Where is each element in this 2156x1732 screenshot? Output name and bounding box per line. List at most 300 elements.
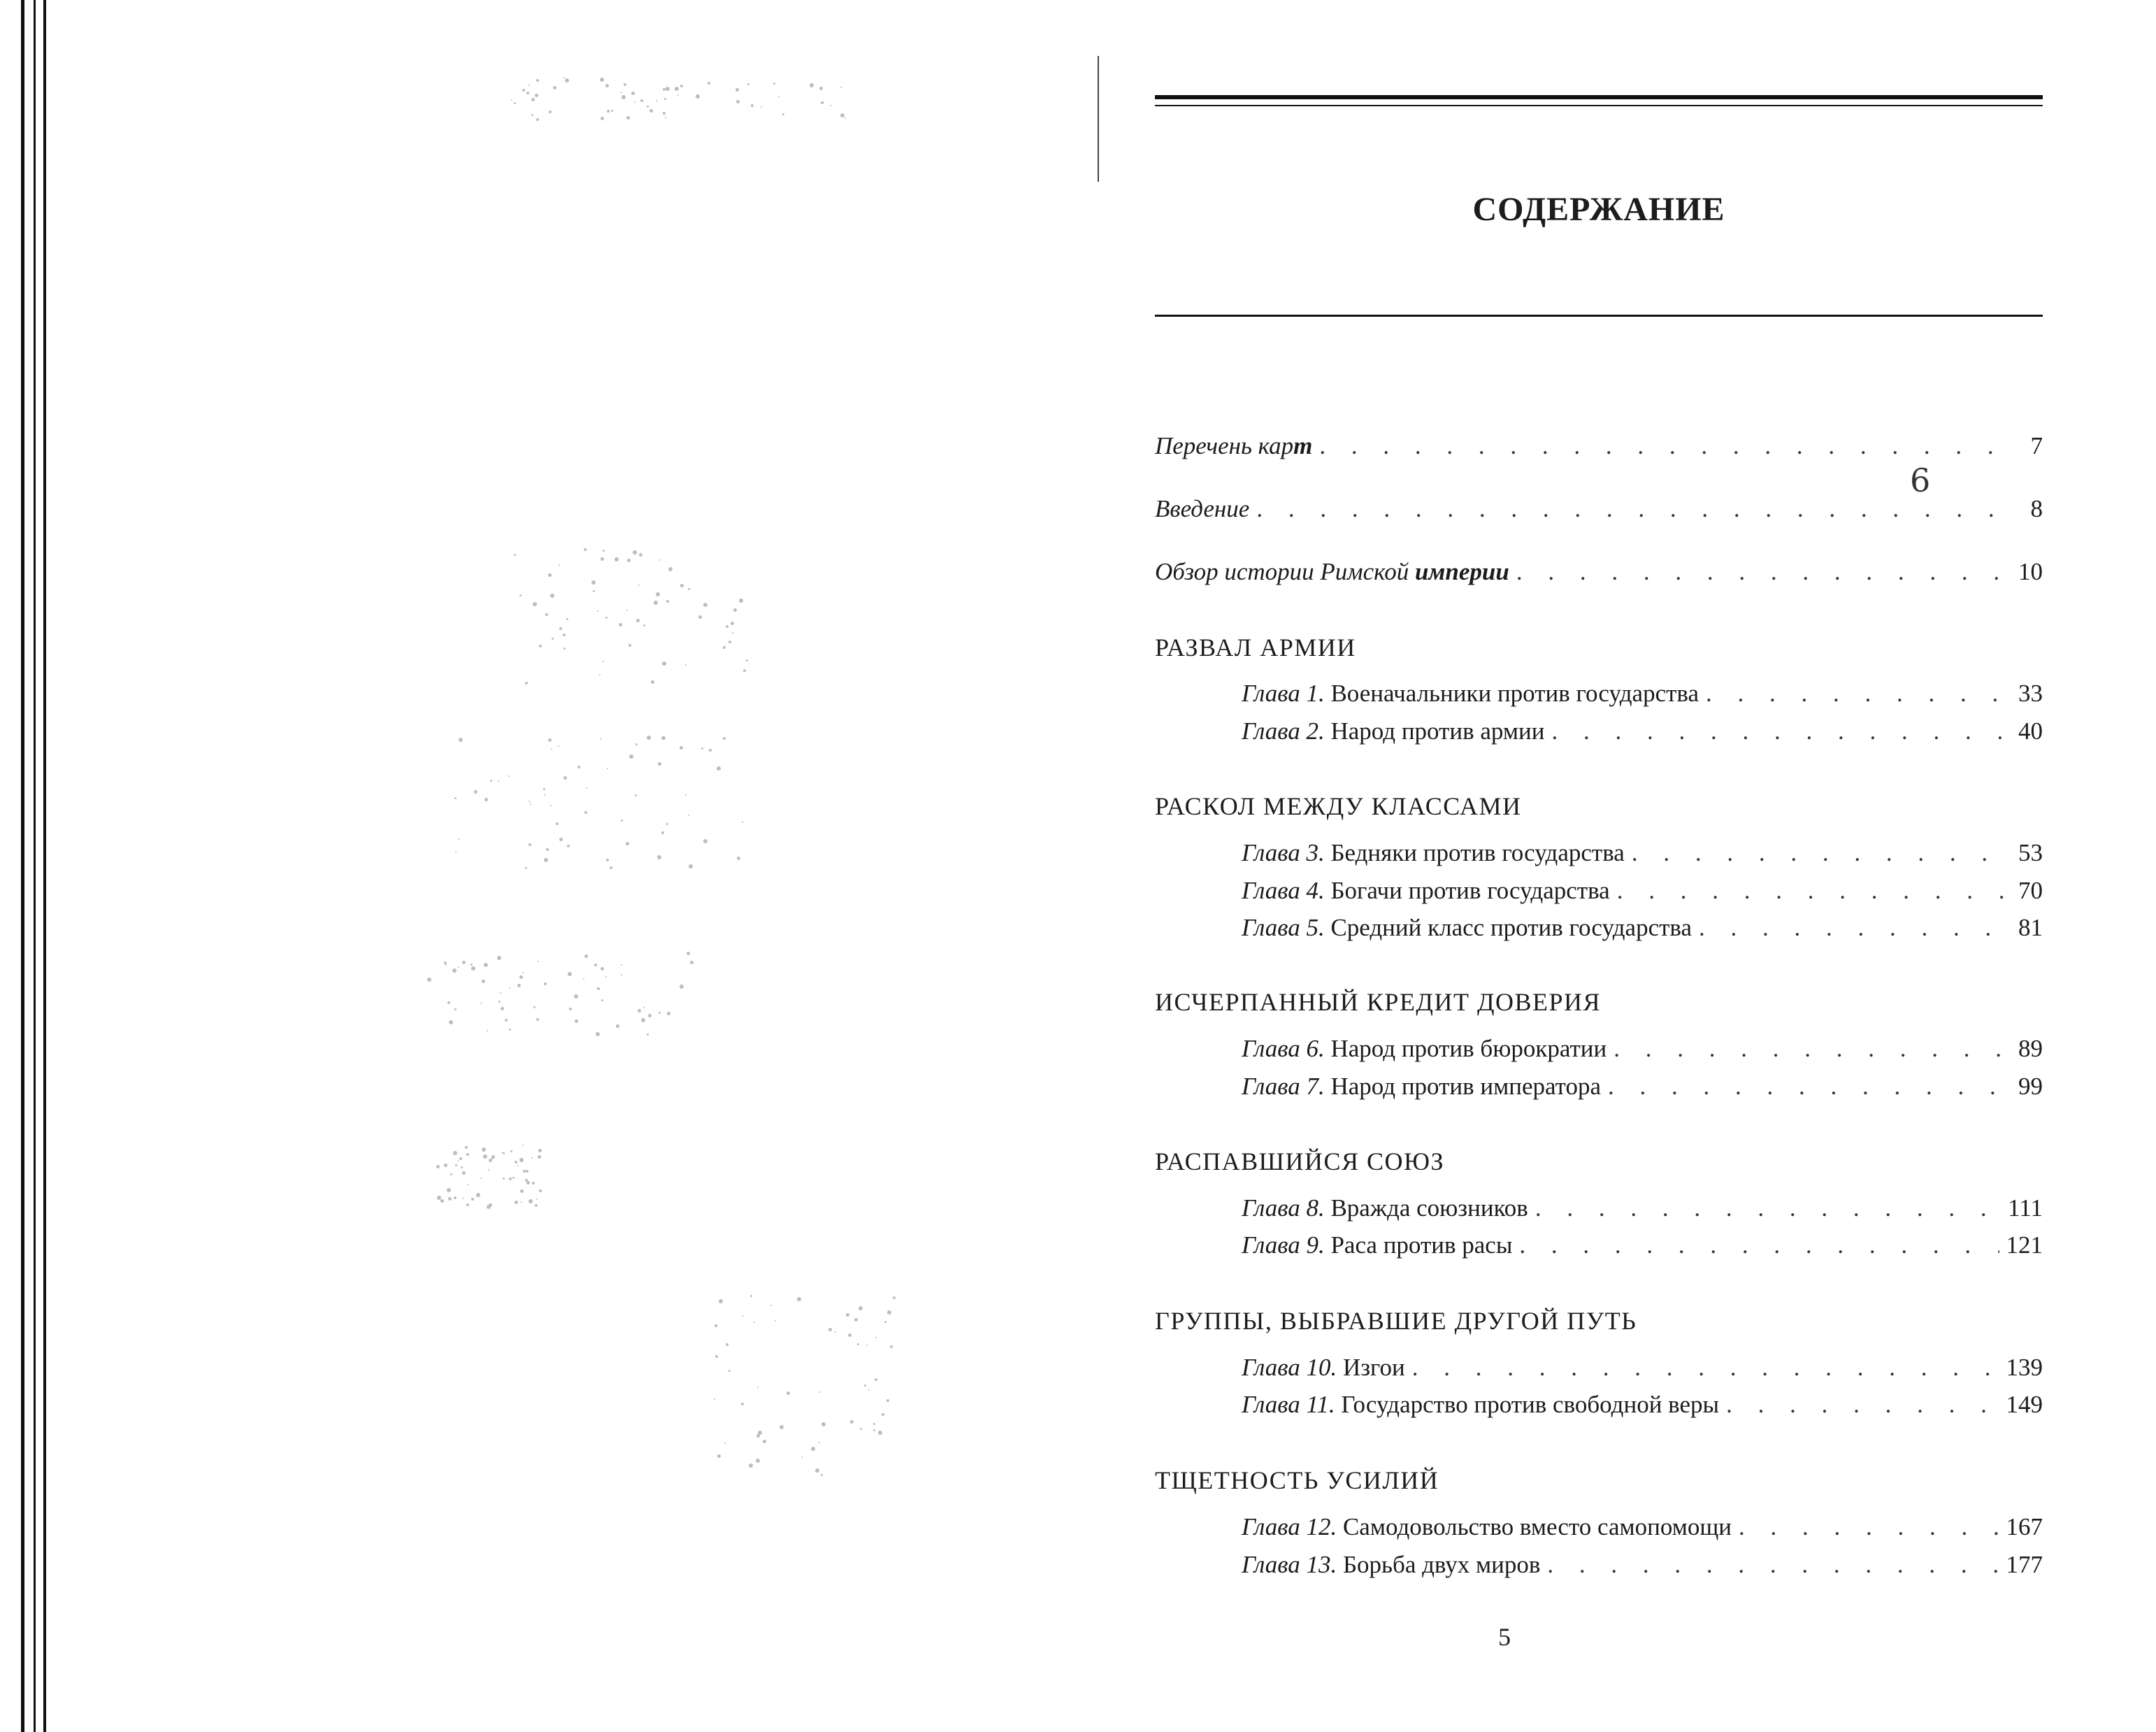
- show-through-speck: [801, 1457, 803, 1458]
- show-through-speck: [761, 106, 762, 108]
- show-through-speck: [461, 1166, 463, 1168]
- page-gutter-line: [1098, 56, 1099, 182]
- show-through-speck: [565, 78, 569, 83]
- show-through-speck: [647, 106, 649, 108]
- show-through-speck: [626, 842, 629, 845]
- show-through-speck: [882, 1413, 884, 1416]
- chapter-entry: Глава 12. Самодовольство вместо самопомощи . . . 167: [1242, 1513, 2043, 1544]
- show-through-speck: [487, 1030, 488, 1031]
- show-through-speck: [675, 87, 679, 91]
- show-through-speck: [754, 1322, 755, 1323]
- show-through-speck: [735, 88, 739, 92]
- chapter-entry: Глава 13. Борьба двух миров . . . 177: [1242, 1551, 2043, 1582]
- show-through-speck: [533, 1006, 536, 1008]
- show-through-speck: [641, 1018, 645, 1022]
- show-through-speck: [510, 1150, 512, 1152]
- show-through-speck: [819, 1442, 820, 1443]
- toc-entry-maps: [1155, 432, 2043, 463]
- show-through-speck: [515, 1161, 517, 1164]
- show-through-speck: [529, 1199, 533, 1203]
- page-number: 81: [2018, 914, 2043, 941]
- show-through-speck: [875, 1378, 877, 1381]
- show-through-speck: [635, 794, 637, 796]
- show-through-speck: [519, 594, 522, 596]
- show-through-speck: [757, 1387, 759, 1388]
- show-through-speck: [611, 110, 613, 112]
- toc-entry-introduction: [1155, 495, 2043, 526]
- show-through-speck: [668, 567, 673, 571]
- show-through-speck: [526, 1170, 529, 1173]
- show-through-speck: [569, 1008, 572, 1010]
- show-through-speck: [742, 822, 743, 823]
- chapter-entry: Глава 4. Богачи против государства . . . 70: [1242, 877, 2043, 908]
- show-through-speck: [532, 1182, 535, 1185]
- show-through-speck: [584, 954, 588, 958]
- show-through-speck: [584, 548, 587, 551]
- show-through-speck: [621, 92, 622, 93]
- section-heading: РАСПАВШИЙСЯ СОЮЗ: [1155, 1147, 1445, 1175]
- show-through-speck: [647, 1033, 649, 1036]
- show-through-speck: [522, 89, 525, 92]
- show-through-speck: [558, 745, 559, 747]
- leader-dots: [1726, 1391, 1999, 1419]
- show-through-speck: [626, 610, 628, 611]
- show-through-speck: [680, 584, 684, 587]
- show-through-speck: [866, 1345, 868, 1346]
- show-through-speck: [521, 1201, 522, 1203]
- leader-dots: [1632, 839, 2008, 867]
- page-number: 8: [2030, 495, 2043, 522]
- top-rule-thin: [1155, 105, 2043, 106]
- show-through-speck: [488, 1169, 489, 1171]
- show-through-speck: [689, 864, 693, 868]
- section-heading: ТЩЕТНОСТЬ УСИЛИЙ: [1155, 1466, 1439, 1494]
- show-through-speck: [447, 1188, 451, 1192]
- page-number: 33: [2018, 680, 2043, 707]
- show-through-speck: [593, 590, 595, 592]
- show-through-speck: [603, 661, 604, 662]
- chapter-entry: Глава 1. Военачальники против государства . . . 33: [1242, 680, 2043, 710]
- bottom-rule: [1155, 315, 2043, 317]
- show-through-speck: [656, 592, 660, 596]
- show-through-speck: [848, 1333, 851, 1337]
- show-through-speck: [455, 852, 457, 853]
- show-through-speck: [453, 1151, 457, 1155]
- show-through-speck: [509, 1178, 512, 1180]
- show-through-speck: [601, 557, 604, 561]
- binding-edge-line: [34, 0, 36, 1732]
- show-through-speck: [786, 1391, 790, 1395]
- leader-dots: [1699, 914, 2008, 942]
- show-through-speck: [459, 1157, 462, 1160]
- show-through-speck: [634, 101, 635, 103]
- show-through-speck: [454, 1008, 457, 1010]
- show-through-speck: [626, 116, 630, 120]
- show-through-speck: [546, 848, 549, 851]
- show-through-speck: [890, 1345, 893, 1348]
- chapter-entry: Глава 10. Изгои . . . 139: [1242, 1354, 2043, 1384]
- chapter-entry: Глава 5. Средний класс против государства . . . 81: [1242, 914, 2043, 945]
- show-through-speck: [505, 1019, 508, 1022]
- show-through-speck: [778, 96, 779, 97]
- show-through-speck: [559, 838, 563, 841]
- show-through-speck: [543, 788, 545, 790]
- show-through-speck: [893, 1296, 896, 1299]
- show-through-speck: [440, 1199, 444, 1203]
- leader-dots: [1256, 495, 2008, 523]
- show-through-speck: [448, 1197, 452, 1201]
- show-through-speck: [621, 820, 623, 822]
- show-through-speck: [830, 105, 831, 106]
- toc-entry-overview: [1155, 558, 2043, 589]
- show-through-speck: [597, 610, 598, 612]
- show-through-speck: [746, 659, 748, 661]
- show-through-speck: [647, 736, 651, 740]
- show-through-speck: [476, 1193, 480, 1197]
- show-through-speck: [875, 1337, 877, 1338]
- show-through-speck: [601, 967, 604, 971]
- show-through-speck: [529, 843, 531, 846]
- show-through-speck: [597, 987, 600, 990]
- binding-edge-line: [21, 0, 24, 1732]
- show-through-speck: [884, 1321, 886, 1323]
- show-through-speck: [728, 1370, 731, 1372]
- leader-dots: [1519, 1231, 1999, 1259]
- show-through-speck: [480, 1003, 482, 1004]
- show-through-speck: [522, 1145, 524, 1146]
- show-through-speck: [466, 1203, 469, 1206]
- entry-label: Перечень карт: [1155, 432, 1313, 459]
- show-through-speck: [482, 1147, 486, 1152]
- handwritten-mark: 6: [1910, 461, 1931, 499]
- show-through-speck: [657, 855, 661, 859]
- show-through-speck: [878, 1431, 882, 1435]
- show-through-speck: [635, 743, 638, 745]
- show-through-speck: [663, 88, 666, 91]
- binding-edge-line: [43, 0, 46, 1732]
- show-through-speck: [536, 79, 539, 82]
- show-through-speck: [677, 94, 679, 96]
- show-through-speck: [454, 1196, 457, 1199]
- show-through-speck: [846, 1313, 849, 1317]
- show-through-speck: [661, 831, 664, 834]
- show-through-speck: [628, 644, 631, 647]
- show-through-speck: [509, 1029, 511, 1031]
- section-heading: ГРУППЫ, ВЫБРАВШИЕ ДРУГОЙ ПУТЬ: [1155, 1307, 1637, 1335]
- show-through-speck: [454, 797, 457, 799]
- show-through-speck: [658, 762, 661, 766]
- show-through-speck: [606, 859, 609, 861]
- show-through-speck: [666, 823, 668, 825]
- show-through-speck: [663, 112, 666, 115]
- show-through-speck: [680, 746, 683, 750]
- show-through-speck: [544, 858, 548, 862]
- page-number: 40: [2018, 717, 2043, 745]
- page-number: 121: [2006, 1231, 2043, 1259]
- show-through-speck: [566, 618, 568, 620]
- show-through-speck: [666, 87, 670, 91]
- page-number: 99: [2018, 1073, 2043, 1100]
- show-through-speck: [483, 1154, 487, 1159]
- show-through-speck: [514, 554, 516, 556]
- show-through-speck: [821, 1422, 826, 1426]
- show-through-speck: [698, 615, 702, 619]
- leader-dots: [1516, 558, 2008, 586]
- show-through-speck: [600, 738, 601, 740]
- show-through-speck: [583, 978, 584, 980]
- show-through-speck: [452, 968, 457, 973]
- show-through-speck: [667, 1012, 670, 1015]
- show-through-speck: [714, 1398, 715, 1400]
- chapter-entry: Глава 7. Народ против императора . . . 99: [1242, 1073, 2043, 1103]
- show-through-speck: [497, 956, 501, 960]
- section-heading: РАЗВАЛ АРМИИ: [1155, 634, 1356, 661]
- show-through-speck: [775, 1320, 776, 1322]
- show-through-speck: [525, 682, 528, 685]
- top-rule: [1155, 95, 2043, 99]
- show-through-speck: [539, 645, 542, 647]
- leader-dots: [1739, 1513, 1999, 1541]
- show-through-speck: [728, 640, 731, 643]
- show-through-speck: [654, 601, 658, 605]
- show-through-speck: [501, 1007, 504, 1010]
- show-through-speck: [747, 83, 749, 85]
- show-through-speck: [887, 1310, 891, 1315]
- show-through-speck: [659, 559, 660, 561]
- show-through-speck: [731, 622, 734, 625]
- show-through-speck: [873, 1429, 875, 1431]
- show-through-speck: [490, 780, 492, 782]
- show-through-speck: [498, 1001, 501, 1003]
- show-through-speck: [636, 619, 640, 622]
- show-through-speck: [685, 664, 687, 666]
- show-through-speck: [458, 838, 459, 840]
- show-through-speck: [690, 961, 693, 964]
- show-through-speck: [529, 801, 530, 802]
- show-through-speck: [500, 992, 501, 994]
- show-through-speck: [533, 602, 537, 606]
- show-through-speck: [484, 963, 488, 967]
- show-through-speck: [886, 1399, 889, 1402]
- show-through-speck: [536, 1198, 538, 1200]
- leader-dots: [1412, 1354, 1999, 1382]
- show-through-speck: [707, 82, 710, 85]
- show-through-speck: [873, 1423, 875, 1425]
- show-through-speck: [559, 564, 560, 566]
- show-through-speck: [756, 1459, 760, 1463]
- contents-page: [1155, 0, 2043, 1732]
- leader-dots: [1547, 1551, 1999, 1579]
- show-through-speck: [737, 857, 740, 860]
- show-through-speck: [455, 1164, 457, 1166]
- show-through-speck: [549, 110, 552, 113]
- show-through-speck: [467, 1184, 468, 1185]
- show-through-speck: [840, 113, 845, 117]
- show-through-speck: [551, 748, 552, 750]
- show-through-speck: [739, 599, 743, 603]
- page-number: 167: [2006, 1513, 2043, 1540]
- show-through-speck: [568, 972, 572, 976]
- show-through-speck: [857, 1343, 859, 1345]
- show-through-speck: [520, 1189, 524, 1193]
- show-through-speck: [544, 794, 545, 796]
- show-through-speck: [508, 775, 510, 777]
- show-through-speck: [661, 736, 665, 740]
- show-through-speck: [459, 738, 463, 742]
- show-through-speck: [821, 1474, 823, 1476]
- show-through-speck: [600, 78, 604, 82]
- show-through-speck: [659, 1012, 661, 1014]
- show-through-speck: [427, 978, 431, 982]
- show-through-speck: [736, 100, 740, 103]
- show-through-speck: [586, 787, 587, 789]
- show-through-speck: [466, 1153, 469, 1156]
- show-through-speck: [703, 603, 707, 607]
- show-through-speck: [629, 754, 633, 759]
- show-through-speck: [854, 1318, 858, 1322]
- show-through-speck: [538, 1155, 541, 1159]
- show-through-speck: [484, 798, 488, 801]
- show-through-speck: [640, 99, 643, 102]
- show-through-speck: [498, 780, 499, 782]
- chapter-entry: Глава 8. Вражда союзников . . . 111: [1242, 1194, 2043, 1225]
- show-through-speck: [782, 113, 784, 115]
- show-through-speck: [717, 766, 721, 771]
- show-through-speck: [850, 1420, 854, 1424]
- show-through-speck: [616, 1024, 619, 1028]
- show-through-speck: [860, 1428, 862, 1430]
- show-through-speck: [517, 984, 521, 987]
- page-number: 149: [2006, 1391, 2043, 1418]
- show-through-speck: [525, 867, 527, 869]
- show-through-speck: [680, 85, 683, 87]
- show-through-speck: [577, 766, 580, 768]
- show-through-speck: [811, 1447, 815, 1451]
- show-through-speck: [703, 839, 707, 843]
- leader-dots: [1535, 1194, 2001, 1222]
- show-through-speck: [687, 952, 690, 955]
- show-through-speck: [519, 1158, 524, 1162]
- show-through-speck: [664, 98, 666, 100]
- page-number: 70: [2018, 877, 2043, 904]
- page-number: 7: [2030, 432, 2043, 459]
- show-through-speck: [749, 1464, 752, 1467]
- show-through-speck: [596, 1032, 600, 1036]
- show-through-speck: [515, 1201, 518, 1204]
- leader-dots: [1608, 1073, 2008, 1101]
- show-through-speck: [444, 961, 447, 964]
- show-through-speck: [605, 84, 609, 87]
- show-through-speck: [638, 585, 640, 586]
- section-heading: РАСКОЛ МЕЖДУ КЛАССАМИ: [1155, 792, 1522, 820]
- page-folio: 5: [1498, 1623, 1511, 1651]
- show-through-speck: [584, 811, 587, 814]
- show-through-speck: [517, 1165, 519, 1166]
- show-through-speck: [509, 987, 510, 989]
- show-through-speck: [457, 1160, 459, 1161]
- show-through-speck: [643, 624, 645, 627]
- show-through-speck: [601, 117, 604, 120]
- show-through-speck: [548, 573, 552, 577]
- show-through-speck: [591, 580, 596, 585]
- show-through-speck: [514, 102, 516, 104]
- show-through-speck: [742, 1315, 743, 1317]
- show-through-speck: [649, 109, 653, 113]
- show-through-speck: [723, 737, 726, 740]
- show-through-speck: [756, 1434, 760, 1438]
- show-through-speck: [553, 86, 556, 90]
- show-through-speck: [719, 1299, 723, 1303]
- page-number: 53: [2018, 839, 2043, 866]
- show-through-speck: [550, 594, 554, 598]
- show-through-speck: [462, 1198, 463, 1199]
- show-through-speck: [607, 110, 610, 113]
- entry-label: Обзор истории Римской империи: [1155, 558, 1509, 585]
- show-through-speck: [531, 114, 533, 116]
- show-through-speck: [770, 1305, 772, 1306]
- page-title: СОДЕРЖАНИЕ: [1472, 191, 1725, 228]
- show-through-speck: [709, 749, 712, 752]
- show-through-speck: [828, 1328, 832, 1331]
- show-through-speck: [723, 646, 726, 649]
- chapter-entry: Глава 3. Бедняки против государства . . . 53: [1242, 839, 2043, 870]
- show-through-speck: [627, 559, 631, 562]
- show-through-speck: [685, 794, 687, 796]
- show-through-speck: [864, 1384, 866, 1387]
- show-through-speck: [574, 994, 578, 999]
- show-through-speck: [726, 625, 728, 628]
- show-through-speck: [503, 1152, 505, 1154]
- show-through-speck: [845, 117, 846, 119]
- show-through-speck: [522, 972, 524, 973]
- show-through-speck: [665, 117, 666, 118]
- show-through-speck: [447, 1001, 450, 1004]
- show-through-speck: [714, 1324, 717, 1327]
- leader-dots: [1319, 432, 2008, 460]
- show-through-speck: [688, 588, 690, 590]
- show-through-speck: [436, 1165, 440, 1168]
- show-through-speck: [531, 1157, 533, 1159]
- show-through-speck: [550, 805, 552, 806]
- show-through-speck: [471, 1198, 474, 1201]
- show-through-speck: [519, 975, 523, 979]
- show-through-speck: [471, 966, 475, 971]
- show-through-speck: [458, 966, 459, 968]
- show-through-speck: [462, 961, 466, 964]
- show-through-speck: [563, 647, 566, 650]
- show-through-speck: [538, 961, 539, 962]
- show-through-speck: [726, 1343, 728, 1346]
- page-number: 10: [2018, 558, 2043, 585]
- show-through-speck: [535, 1204, 538, 1207]
- show-through-speck: [821, 101, 824, 104]
- show-through-speck: [666, 600, 669, 603]
- show-through-speck: [643, 1007, 645, 1008]
- show-through-speck: [621, 974, 622, 975]
- show-through-speck: [750, 1295, 752, 1297]
- show-through-speck: [648, 1014, 652, 1017]
- leader-dots: [1552, 717, 2008, 745]
- show-through-speck: [717, 1454, 721, 1458]
- entry-label: Введение: [1155, 495, 1250, 522]
- show-through-speck: [607, 768, 608, 769]
- show-through-speck: [539, 1189, 542, 1192]
- show-through-speck: [544, 982, 547, 985]
- show-through-speck: [810, 83, 814, 87]
- show-through-speck: [575, 1019, 578, 1023]
- show-through-speck: [815, 1468, 819, 1473]
- chapter-entry: Глава 2. Народ против армии . . . 40: [1242, 717, 2043, 748]
